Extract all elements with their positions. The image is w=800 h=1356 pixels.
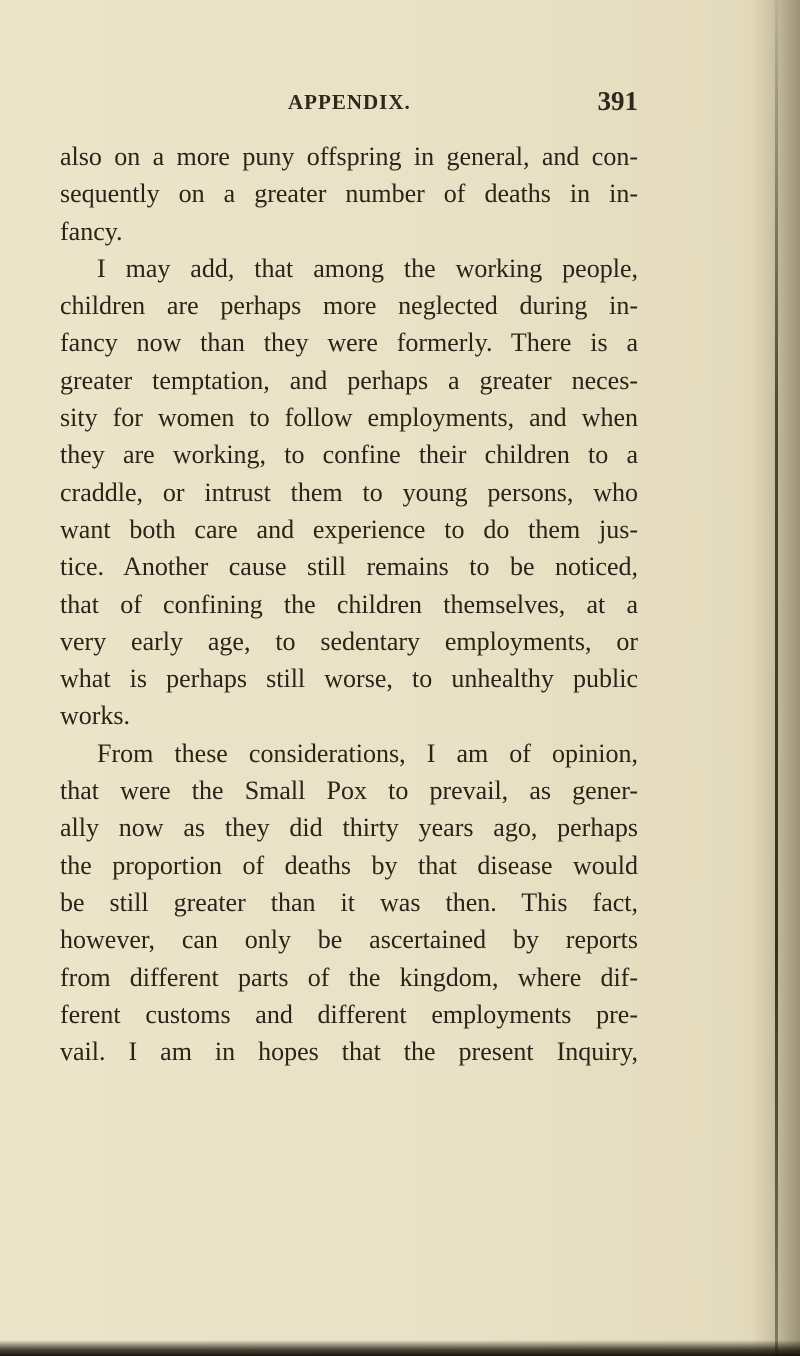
text-line: From these considerations, I am of opinion, (97, 738, 638, 768)
text-line: craddle, or intrust them to young persons, who (60, 477, 638, 507)
binding-edge (775, 0, 778, 1356)
text-line: that were the Small Pox to prevail, as gener- (60, 776, 638, 806)
text-line: want both care and experience to do them jus- (60, 514, 638, 544)
page-bottom-edge (0, 1340, 800, 1356)
text-line: sity for women to follow employments, and when (60, 403, 638, 433)
text-line: tice. Another cause still remains to be noticed, (60, 552, 638, 582)
text-line: I may add, that among the working people, (97, 253, 638, 283)
text-line: however, can only be ascertained by reports (60, 925, 638, 955)
page-number: 391 (597, 86, 638, 116)
text-line: what is perhaps still worse, to unhealthy public (60, 664, 638, 694)
text-line: greater temptation, and perhaps a greater neces- (60, 365, 638, 395)
text-line: also on a more puny offspring in general, and con- (60, 142, 638, 171)
text-line: ferent customs and different employments pre- (60, 999, 638, 1029)
running-head (60, 86, 638, 120)
text-line: from different parts of the kingdom, where dif- (60, 962, 638, 992)
text-line: ally now as they did thirty years ago, perhaps (60, 813, 638, 843)
body-text (60, 138, 638, 1070)
text-line: vail. I am in hopes that the present Inquiry, (60, 1037, 638, 1067)
running-head-title: APPENDIX. (288, 90, 411, 114)
text-line: sequently on a greater number of deaths in in- (60, 179, 638, 209)
text-line: they are working, to confine their children to a (60, 440, 638, 470)
text-line: fancy now than they were formerly. There is a (60, 328, 638, 358)
text-line: that of confining the children themselves, at a (60, 589, 638, 619)
text-line: fancy. (60, 216, 123, 246)
text-line: be still greater than it was then. This fact, (60, 887, 638, 917)
text-line: works. (60, 701, 131, 731)
text-line: very early age, to sedentary employments, or (60, 626, 638, 656)
text-line: the proportion of deaths by that disease would (60, 850, 638, 880)
text-line: children are perhaps more neglected during in- (60, 291, 638, 321)
